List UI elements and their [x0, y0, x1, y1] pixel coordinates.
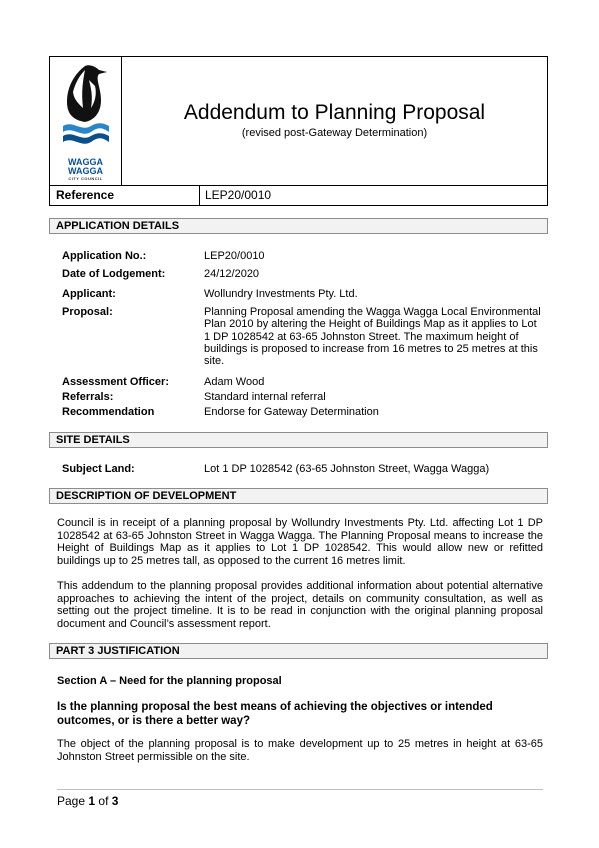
justification-question: Is the planning proposal the best means of achieving the objectives or intended outcomes, or is there a better way?	[57, 701, 493, 727]
page-footer	[57, 794, 118, 808]
assessment-officer-label: Assessment Officer:	[62, 376, 169, 388]
reference-row	[49, 185, 548, 206]
section-site-details: SITE DETAILS	[49, 432, 548, 448]
document-header	[49, 56, 548, 186]
reference-divider	[199, 185, 200, 205]
logo-text-line2: WAGGA	[68, 166, 103, 176]
section-a-heading: Section A – Need for the planning proposal	[57, 675, 282, 687]
section-description: DESCRIPTION OF DEVELOPMENT	[49, 488, 548, 504]
logo-text-line3: CITY COUNCIL	[68, 176, 103, 181]
section-part3-justification: PART 3 JUSTIFICATION	[49, 643, 548, 659]
footer-of-word: of	[98, 794, 109, 808]
reference-value: LEP20/0010	[205, 188, 272, 202]
application-no-value: LEP20/0010	[204, 250, 265, 262]
description-paragraph-1: Council is in receipt of a planning proposal by Wollundry Investments Pty. Ltd. affecting Lot 1 DP 1028542 at 63-65 Johnston Street in Wagga Wagga. The Planning Proposal means to increase the Height of Buildings Map as it applies to Lot 1 DP 1028542. This would allow new or refitted buildings up to 25 metres tall, as opposed to the current 16 metres limit.	[57, 517, 543, 567]
proposal-value: Planning Proposal amending the Wagga Wagga Local Environmental Plan 2010 by altering the Height of Buildings Map as it applies to Lot 1 DP 1028542 at 63-65 Johnston Street. The maximum height of buildings is proposed to increase from 16 metres to 25 metres at this site.	[204, 306, 541, 368]
lodgement-value: 24/12/2020	[204, 268, 260, 280]
justification-answer: The object of the planning proposal is to make development up to 25 metres in height at 63-65 Johnston Street permissible on the site.	[57, 738, 543, 763]
applicant-label: Applicant:	[62, 288, 116, 300]
footer-page-total: 3	[111, 794, 119, 808]
document-title: Addendum to Planning Proposal	[183, 101, 486, 124]
assessment-officer-value: Adam Wood	[204, 376, 265, 388]
lodgement-label: Date of Lodgement:	[62, 268, 166, 280]
footer-page-number: 1	[88, 794, 96, 808]
document-subtitle: (revised post-Gateway Determination)	[241, 127, 428, 139]
applicant-value: Wollundry Investments Pty. Ltd.	[204, 288, 358, 300]
recommendation-label: Recommendation	[62, 406, 155, 418]
logo-text-line1: WAGGA	[68, 157, 103, 167]
recommendation-value: Endorse for Gateway Determination	[204, 406, 379, 418]
proposal-label: Proposal:	[62, 306, 113, 318]
application-no-label: Application No.:	[62, 250, 147, 262]
subject-land-value: Lot 1 DP 1028542 (63-65 Johnston Street, Wagga Wagga)	[204, 463, 490, 475]
referrals-value: Standard internal referral	[204, 391, 326, 403]
subject-land-label: Subject Land:	[62, 463, 135, 475]
section-application-details: APPLICATION DETAILS	[49, 218, 548, 234]
footer-page-word: Page	[57, 794, 86, 808]
reference-label: Reference	[56, 188, 115, 202]
description-paragraph-2: This addendum to the planning proposal provides additional information about potential alternative approaches to achieving the intent of the project, details on community consultation, as well as setting out the project timeline. It is to be read in conjunction with the original planning proposal document and Council’s assessment report.	[57, 580, 543, 630]
footer-divider	[57, 789, 543, 790]
crow-logo-icon	[59, 62, 111, 154]
council-logo	[50, 57, 122, 185]
referrals-label: Referrals:	[62, 391, 114, 403]
